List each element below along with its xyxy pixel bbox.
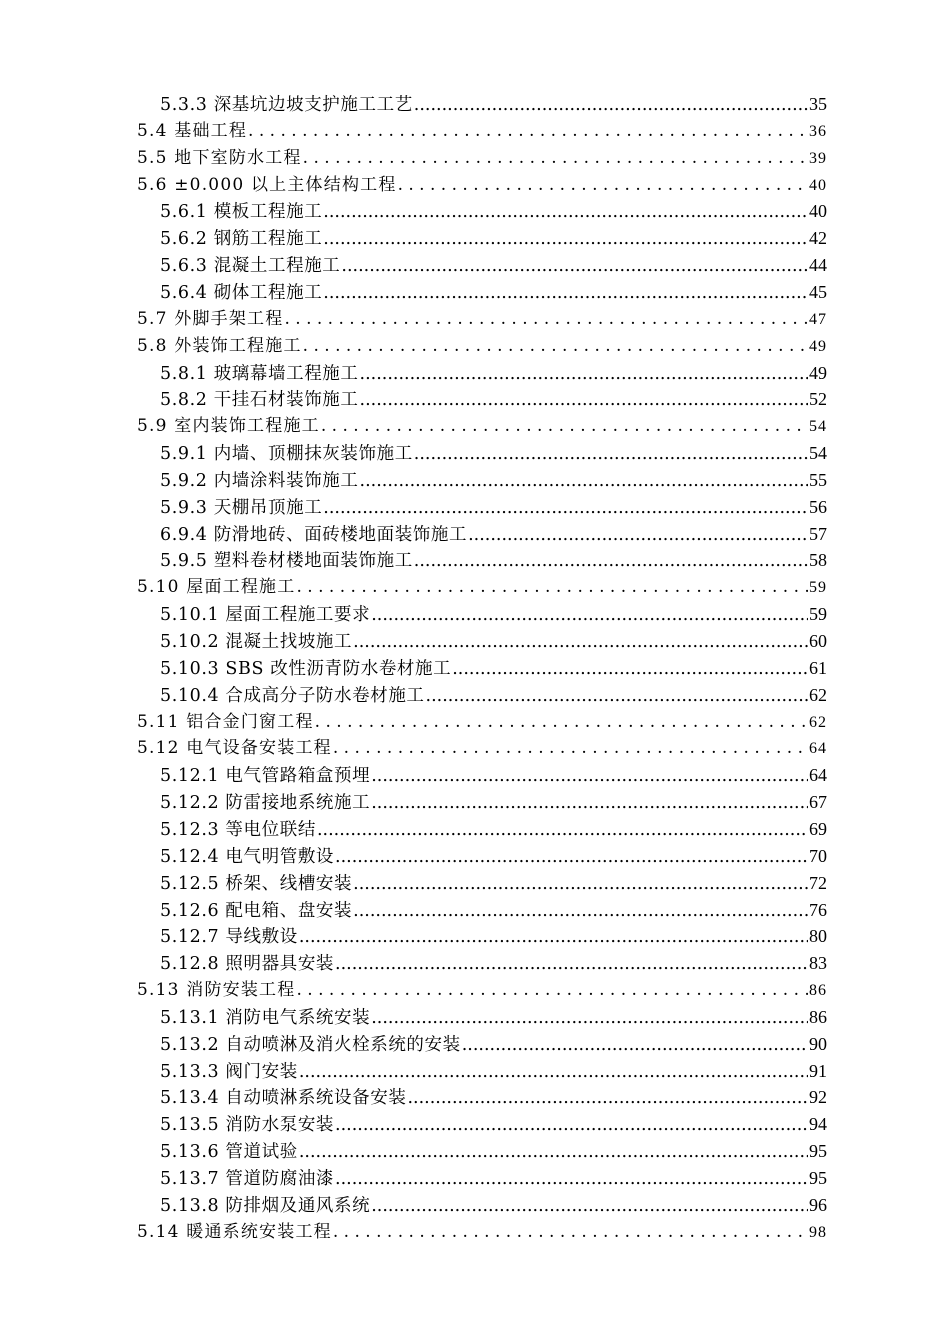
toc-entry[interactable] bbox=[160, 897, 827, 924]
toc-entry-page-number: 40 bbox=[809, 176, 827, 194]
toc-entry-page-number: 96 bbox=[809, 1194, 827, 1215]
toc-dot-leader bbox=[284, 306, 808, 333]
toc-entry[interactable] bbox=[160, 494, 827, 521]
toc-entry-title: 5.13.4 自动喷淋系统设备安装 bbox=[160, 1088, 407, 1109]
toc-entry-page-number: 40 bbox=[809, 201, 827, 222]
toc-entry-page-number: 59 bbox=[809, 604, 827, 625]
toc-dot-leader bbox=[360, 361, 809, 388]
toc-entry-title: 5.8 外装饰工程施工 bbox=[137, 335, 302, 356]
toc-entry-page-number: 62 bbox=[809, 684, 827, 705]
toc-entry-title: 5.3.3 深基坑边坡支护施工工艺 bbox=[160, 95, 413, 115]
toc-entry-title: 5.8.2 干挂石材装饰施工 bbox=[160, 390, 359, 411]
toc-entry-page-number: 83 bbox=[809, 953, 827, 974]
toc-dot-leader bbox=[248, 118, 808, 145]
toc-dot-leader bbox=[371, 763, 808, 790]
toc-entry-title: 5.6.3 混凝土工程施工 bbox=[160, 256, 341, 277]
toc-entry-title: 5.10.1 屋面工程施工要求 bbox=[160, 605, 371, 626]
toc-dot-leader bbox=[371, 1193, 808, 1220]
toc-entry-page-number: 91 bbox=[809, 1060, 827, 1081]
toc-entry[interactable] bbox=[160, 843, 827, 870]
toc-entry-page-number: 90 bbox=[809, 1033, 827, 1054]
toc-entry[interactable] bbox=[160, 547, 827, 574]
toc-dot-leader bbox=[335, 1166, 808, 1193]
toc-entry-title: 5.6 ±0.000 以上主体结构工程 bbox=[137, 174, 397, 195]
toc-entry-title: 5.13.2 自动喷淋及消火栓系统的安装 bbox=[160, 1034, 461, 1055]
toc-entry-title: 5.13.5 消防水泵安装 bbox=[160, 1115, 335, 1136]
toc-entry-page-number: 92 bbox=[809, 1087, 827, 1108]
toc-dot-leader bbox=[333, 1219, 808, 1246]
toc-entry[interactable] bbox=[137, 172, 827, 199]
toc-entry-page-number: 45 bbox=[809, 281, 827, 302]
toc-entry[interactable] bbox=[160, 950, 827, 977]
toc-entry-title: 5.9.5 塑料卷材楼地面装饰施工 bbox=[160, 551, 413, 572]
toc-dot-leader bbox=[335, 844, 808, 871]
toc-entry[interactable] bbox=[160, 1084, 827, 1111]
toc-entry-title: 5.9.1 内墙、顶棚抹灰装饰施工 bbox=[160, 444, 413, 465]
toc-dot-leader bbox=[371, 790, 808, 817]
toc-entry[interactable] bbox=[160, 1192, 827, 1219]
toc-entry-page-number: 94 bbox=[809, 1114, 827, 1135]
toc-dot-leader bbox=[353, 871, 808, 898]
toc-entry[interactable] bbox=[160, 1031, 827, 1058]
toc-entry-page-number: 76 bbox=[809, 899, 827, 920]
toc-entry[interactable] bbox=[137, 118, 827, 145]
toc-entry-title: 5.9 室内装饰工程施工 bbox=[137, 416, 320, 437]
toc-dot-leader bbox=[353, 629, 808, 656]
toc-entry[interactable] bbox=[160, 467, 827, 494]
toc-entry-title: 5.11 铝合金门窗工程 bbox=[137, 711, 314, 732]
toc-entry[interactable] bbox=[160, 1058, 827, 1085]
toc-entry-page-number: 60 bbox=[809, 631, 827, 651]
toc-dot-leader bbox=[335, 951, 808, 978]
toc-entry[interactable] bbox=[160, 91, 827, 118]
toc-entry-title: 5.9.3 天棚吊顶施工 bbox=[160, 497, 323, 518]
toc-entry-page-number: 59 bbox=[809, 579, 827, 597]
toc-dot-leader bbox=[303, 145, 808, 172]
toc-entry-title: 6.9.4 防滑地砖、面砖楼地面装饰施工 bbox=[160, 524, 468, 545]
toc-entry[interactable] bbox=[160, 279, 827, 306]
toc-dot-leader bbox=[335, 1112, 808, 1139]
toc-entry-title: 5.14 暖通系统安装工程 bbox=[137, 1221, 332, 1242]
toc-dot-leader bbox=[398, 172, 808, 199]
toc-entry-title: 5.12.8 照明器具安装 bbox=[160, 954, 335, 975]
toc-entry-page-number: 54 bbox=[809, 418, 827, 436]
toc-entry-title: 5.5 地下室防水工程 bbox=[137, 147, 302, 168]
toc-dot-leader bbox=[333, 735, 808, 762]
toc-entry-page-number: 80 bbox=[809, 926, 827, 947]
toc-entry-title: 5.12 电气设备安装工程 bbox=[137, 738, 332, 759]
toc-entry-title: 5.12.1 电气管路箱盒预埋 bbox=[160, 766, 371, 787]
toc-entry[interactable] bbox=[160, 360, 827, 387]
toc-dot-leader bbox=[414, 548, 808, 575]
toc-entry-page-number: 35 bbox=[809, 94, 827, 114]
toc-entry-page-number: 98 bbox=[809, 1223, 827, 1241]
toc-entry[interactable] bbox=[137, 1219, 827, 1246]
toc-entry-title: 5.9.2 内墙涂料装饰施工 bbox=[160, 470, 359, 491]
toc-dot-leader bbox=[371, 602, 808, 629]
toc-entry-page-number: 95 bbox=[809, 1168, 827, 1188]
toc-entry-title: 5.4 基础工程 bbox=[137, 120, 248, 141]
toc-dot-leader bbox=[296, 977, 808, 1004]
toc-entry-title: 5.10.4 合成高分子防水卷材施工 bbox=[160, 685, 425, 706]
toc-entry-page-number: 36 bbox=[809, 122, 827, 140]
toc-dot-leader bbox=[296, 574, 808, 601]
toc-dot-leader bbox=[303, 333, 808, 360]
toc-entry-title: 5.10 屋面工程施工 bbox=[137, 577, 296, 598]
toc-entry[interactable] bbox=[160, 655, 827, 682]
toc-entry-page-number: 64 bbox=[809, 740, 827, 758]
toc-entry[interactable] bbox=[137, 735, 827, 762]
toc-entry-page-number: 69 bbox=[809, 818, 827, 839]
toc-entry[interactable] bbox=[160, 870, 827, 897]
toc-entry-page-number: 56 bbox=[809, 496, 827, 517]
toc-entry[interactable] bbox=[160, 1111, 827, 1138]
toc-entry-title: 5.12.6 配电箱、盘安装 bbox=[160, 900, 353, 921]
toc-entry[interactable] bbox=[160, 1004, 827, 1031]
toc-entry-page-number: 39 bbox=[809, 149, 827, 167]
toc-entry[interactable] bbox=[160, 1165, 827, 1192]
toc-entry-title: 5.7 外脚手架工程 bbox=[137, 308, 284, 329]
toc-entry-title: 5.13.7 管道防腐油漆 bbox=[160, 1169, 335, 1189]
toc-dot-leader bbox=[360, 468, 809, 495]
toc-entry-title: 5.13.3 阀门安装 bbox=[160, 1061, 298, 1082]
toc-dot-leader bbox=[414, 441, 808, 468]
toc-dot-leader bbox=[315, 709, 808, 736]
toc-dot-leader bbox=[299, 1139, 808, 1166]
toc-dot-leader bbox=[353, 898, 808, 925]
toc-entry-title: 5.8.1 玻璃幕墙工程施工 bbox=[160, 363, 359, 384]
toc-entry[interactable] bbox=[160, 762, 827, 789]
toc-entry[interactable] bbox=[160, 789, 827, 816]
toc-entry[interactable] bbox=[160, 440, 827, 467]
toc-entry-title: 5.10.3 SBS 改性沥青防水卷材施工 bbox=[160, 658, 452, 679]
toc-entry[interactable] bbox=[160, 601, 827, 628]
toc-entry-page-number: 58 bbox=[809, 550, 827, 571]
toc-dot-leader bbox=[299, 1059, 808, 1086]
toc-entry-title: 5.13.1 消防电气系统安装 bbox=[160, 1007, 371, 1028]
toc-entry-title: 5.13 消防安装工程 bbox=[137, 980, 296, 1001]
toc-dot-leader bbox=[452, 656, 808, 683]
toc-entry-page-number: 95 bbox=[809, 1141, 827, 1162]
toc-entry-page-number: 47 bbox=[809, 310, 827, 328]
toc-dot-leader bbox=[414, 92, 808, 119]
toc-entry-title: 5.10.2 混凝土找坡施工 bbox=[160, 632, 353, 652]
toc-dot-leader bbox=[323, 280, 808, 307]
toc-entry-page-number: 44 bbox=[809, 255, 827, 276]
toc-dot-leader bbox=[360, 387, 809, 414]
toc-dot-leader bbox=[426, 683, 808, 710]
toc-dot-leader bbox=[299, 924, 808, 951]
toc-entry[interactable] bbox=[160, 816, 827, 843]
toc-entry-page-number: 86 bbox=[809, 982, 827, 1000]
toc-dot-leader bbox=[371, 1005, 808, 1032]
toc-dot-leader bbox=[323, 226, 808, 253]
toc-entry[interactable] bbox=[160, 923, 827, 950]
toc-entry-page-number: 64 bbox=[809, 765, 827, 786]
toc-entry[interactable] bbox=[160, 521, 827, 548]
toc-entry-page-number: 57 bbox=[809, 523, 827, 544]
toc-entry-title: 5.12.5 桥架、线槽安装 bbox=[160, 873, 353, 894]
toc-entry[interactable] bbox=[137, 413, 827, 440]
toc-dot-leader bbox=[317, 817, 808, 844]
toc-entry[interactable] bbox=[160, 198, 827, 225]
toc-dot-leader bbox=[468, 522, 808, 549]
toc-dot-leader bbox=[341, 253, 808, 280]
toc-entry-title: 5.12.4 电气明管敷设 bbox=[160, 846, 335, 867]
toc-entry[interactable] bbox=[160, 628, 827, 655]
toc-entry-page-number: 52 bbox=[809, 389, 827, 410]
toc-dot-leader bbox=[323, 199, 808, 226]
toc-entry-page-number: 55 bbox=[809, 469, 827, 490]
toc-entry-page-number: 49 bbox=[809, 337, 827, 355]
toc-entry[interactable] bbox=[137, 145, 827, 172]
toc-entry[interactable] bbox=[160, 1138, 827, 1165]
toc-entry-title: 5.13.6 管道试验 bbox=[160, 1142, 298, 1163]
toc-entry-page-number: 49 bbox=[809, 362, 827, 383]
toc-entry[interactable] bbox=[137, 333, 827, 360]
toc-entry-page-number: 67 bbox=[809, 792, 827, 813]
toc-entry-title: 5.12.3 等电位联结 bbox=[160, 819, 316, 840]
toc-entry-title: 5.6.1 模板工程施工 bbox=[160, 202, 323, 223]
toc-entry[interactable] bbox=[137, 574, 827, 601]
toc-entry-page-number: 86 bbox=[809, 1006, 827, 1027]
toc-entry[interactable] bbox=[137, 306, 827, 333]
toc-entry-title: 5.13.8 防排烟及通风系统 bbox=[160, 1195, 371, 1216]
toc-entry[interactable] bbox=[160, 252, 827, 279]
toc-entry-title: 5.6.2 钢筋工程施工 bbox=[160, 229, 323, 250]
toc-entry-page-number: 54 bbox=[809, 443, 827, 464]
toc-dot-leader bbox=[407, 1085, 808, 1112]
toc-dot-leader bbox=[321, 413, 808, 440]
toc-entry[interactable] bbox=[160, 682, 827, 709]
toc-entry-page-number: 61 bbox=[809, 657, 827, 678]
toc-entry-page-number: 62 bbox=[809, 713, 827, 731]
toc-entry-page-number: 70 bbox=[809, 845, 827, 866]
toc-entry-title: 5.6.4 砌体工程施工 bbox=[160, 282, 323, 303]
toc-entry[interactable] bbox=[137, 709, 827, 736]
toc-entry[interactable] bbox=[137, 977, 827, 1004]
toc-dot-leader bbox=[462, 1032, 808, 1059]
toc-entry-page-number: 72 bbox=[809, 872, 827, 893]
toc-entry-title: 5.12.7 导线敷设 bbox=[160, 927, 298, 948]
toc-entry[interactable] bbox=[160, 386, 827, 413]
toc-entry[interactable] bbox=[160, 225, 827, 252]
toc-entry-page-number: 42 bbox=[809, 228, 827, 249]
toc-dot-leader bbox=[323, 495, 808, 522]
toc-entry-title: 5.12.2 防雷接地系统施工 bbox=[160, 793, 371, 814]
